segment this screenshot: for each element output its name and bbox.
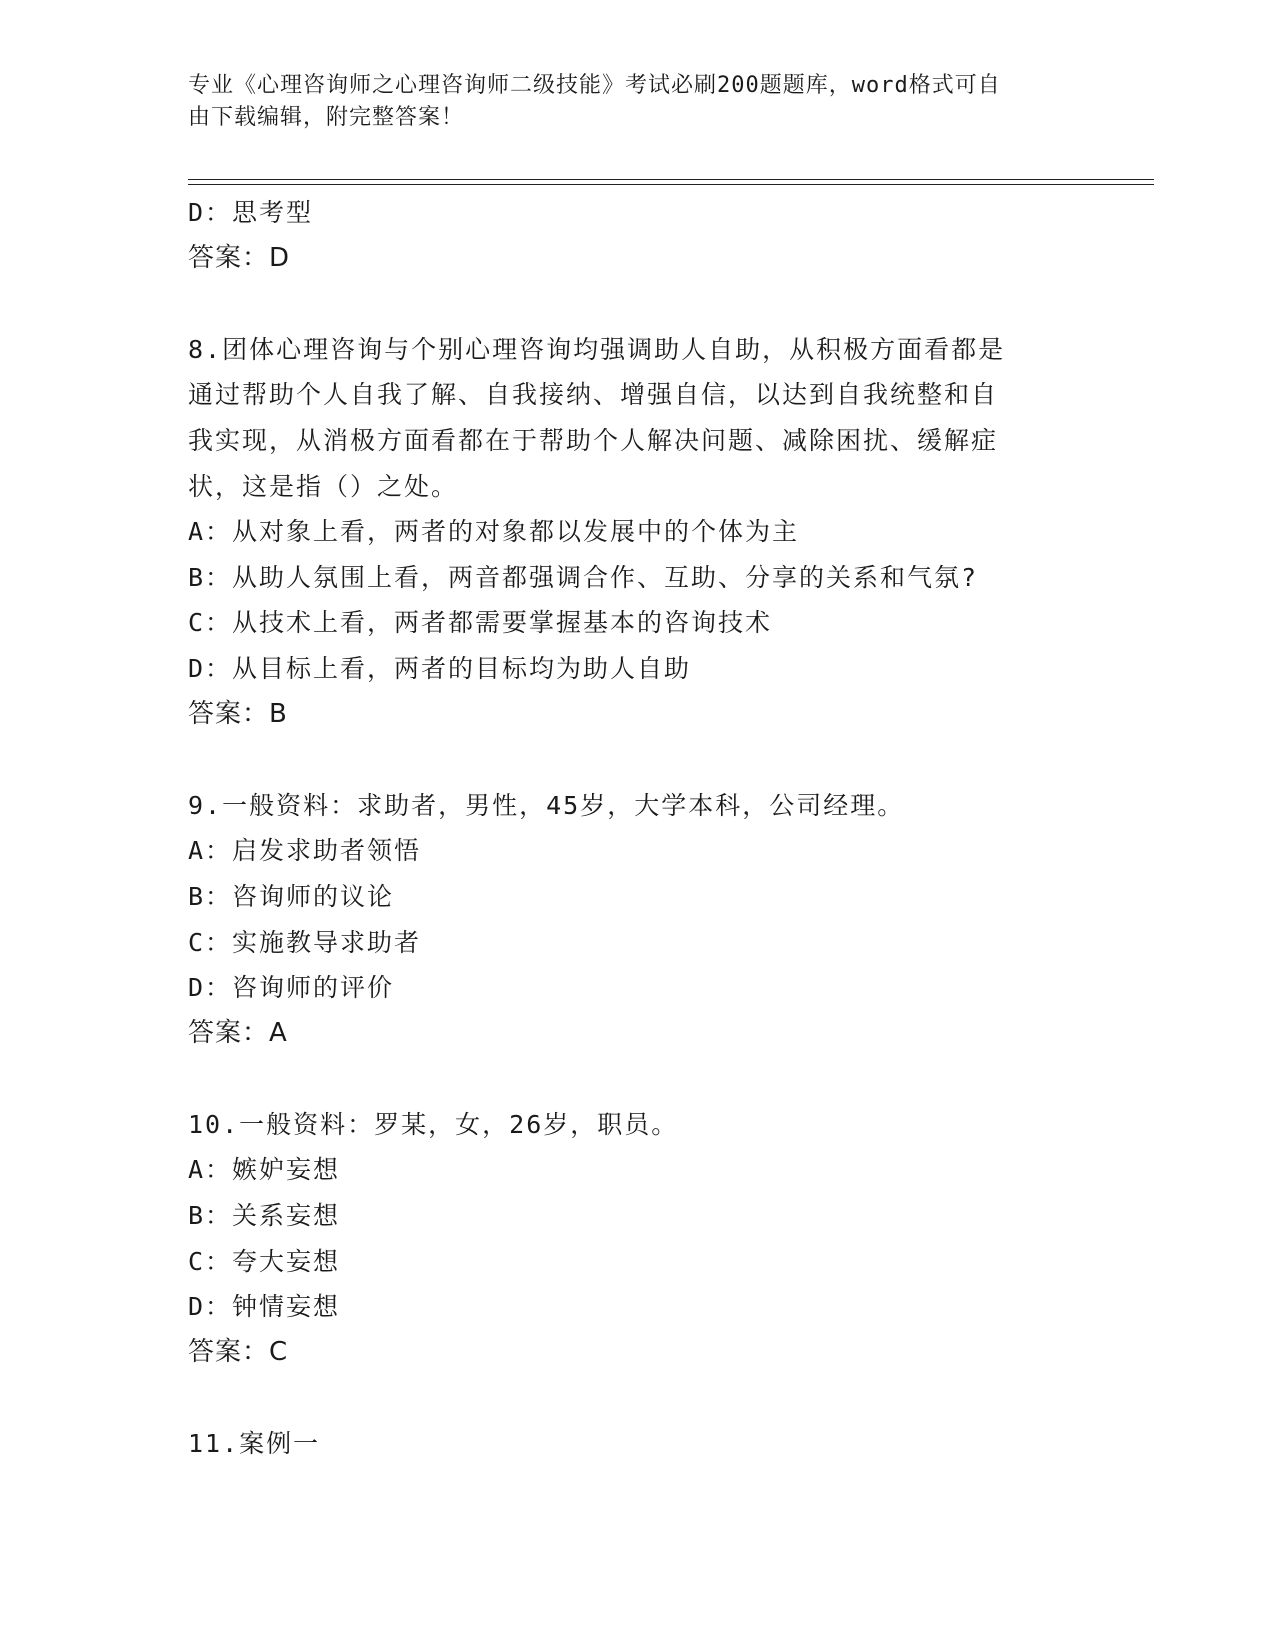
option-c: C：实施教导求助者 [188,927,422,957]
option-a: A：嫉妒妄想 [188,1155,341,1185]
option-d: D：钟情妄想 [188,1292,341,1322]
spacer [188,281,1068,327]
question-9 [188,783,1068,1057]
option-d: D：从目标上看，两者的目标均为助人自助 [188,653,692,683]
header-divider-bottom [188,184,1154,185]
option-b: B：关系妄想 [188,1201,341,1231]
header-line-1: 专业《心理咨询师之心理咨询师二级技能》考试必刷200题题库，word格式可自 [188,73,1001,98]
answer-line: 答案：C [188,1336,289,1367]
spacer [188,1375,1068,1421]
document-header [188,70,1068,134]
question-stem-line: 9.一般资料：求助者，男性，45岁，大学本科，公司经理。 [188,790,905,820]
question-stem-line: 我实现，从消极方面看都在于帮助个人解决问题、减除困扰、缓解症 [188,425,999,455]
option-b: B：咨询师的议论 [188,881,395,911]
option-c: C：夸大妄想 [188,1246,341,1276]
answer-line: 答案：D [188,242,291,273]
option-d: D：咨询师的评价 [188,973,395,1003]
option-b: B：从助人氛围上看，两音都强调合作、互助、分享的关系和气氛? [188,562,979,592]
question-list [188,190,1068,1467]
spacer [188,1056,1068,1102]
question-stem-line: 11.案例一 [188,1429,321,1459]
question-stem-line: 10.一般资料：罗某，女，26岁，职员。 [188,1109,679,1139]
question-stem-line: 状，这是指（）之处。 [188,471,459,501]
answer-line: 答案：A [188,1017,288,1048]
answer-line: 答案：B [188,698,288,729]
question-8 [188,327,1068,737]
question-10 [188,1102,1068,1376]
question-11 [188,1421,1068,1467]
header-divider-top [188,179,1154,180]
option-c: C：从技术上看，两者都需要掌握基本的咨询技术 [188,608,773,638]
question-stem-line: 通过帮助个人自我了解、自我接纳、增强自信，以达到自我统整和自 [188,380,999,410]
continued-question [188,190,1068,281]
header-line-2: 由下载编辑，附完整答案！ [188,105,465,130]
question-stem-line: 8.团体心理咨询与个别心理咨询均强调助人自助，从积极方面看都是 [188,334,1006,364]
option-a: A：启发求助者领悟 [188,836,422,866]
option-a: A：从对象上看，两者的对象都以发展中的个体为主 [188,517,800,547]
option-d: D：思考型 [188,198,314,227]
spacer [188,737,1068,783]
